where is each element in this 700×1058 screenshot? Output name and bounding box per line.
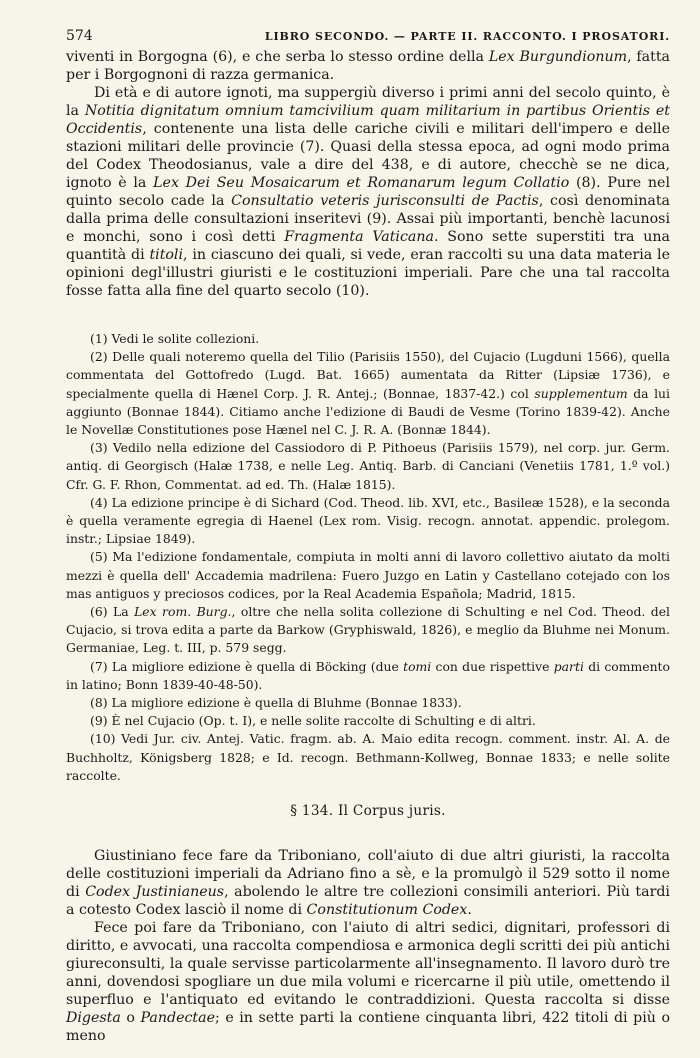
italic-text: parti (553, 658, 584, 674)
text-run: Di età e di autore ignoti, ma suppergiù diverso i primi anni del secolo quinto, è la (66, 85, 670, 119)
text-run: . (467, 902, 472, 919)
section-heading: § 134. Il Corpus juris. (290, 803, 446, 820)
footnote (66, 439, 670, 494)
text-run: , contenente una lista delle cariche civili e militari dell'impero e delle stazioni militari delle provincie (7). Quasi della stessa epoca, ad ogni modo prima del Codex Theodosianus, vale a dire del 438, e di autore, checchè se ne dica, ignoto è la (66, 121, 670, 191)
text-run: di commento in latino; Bonn 1839-40-48-50). (66, 658, 670, 692)
text-run: (3) Vedilo nella edizione del Cassiodoro di P. Pithoeus (Parisiis 1579), nel corp. jur. Germ. antiq. di Georgisch (Halæ 1738, e nelle Leg. Antiq. Barb. di Canciani (Venetiis 1781, 1.º vol.) Cfr. G. F. Rhon, Commentat. ad ed. Th. (Halæ 1815). (66, 440, 670, 492)
italic-text: titoli (149, 247, 184, 263)
paragraph (66, 48, 670, 84)
italic-text: Fragmenta Vaticana (284, 229, 434, 245)
italic-text: supplementum (534, 385, 628, 401)
text-run: o (120, 1010, 141, 1027)
italic-text: Notitia dignitatum omnium tamcivilium quam militarium in partibus Orientis et Occidentis (66, 103, 670, 137)
italic-text: Consultatio veteris jurisconsulti de Pactis (231, 193, 539, 209)
footnote (66, 694, 670, 712)
footnote (66, 603, 670, 658)
text-run: con due rispettive (431, 658, 554, 674)
footnote (66, 548, 670, 603)
text-run: ; e in sette parti la contiene cinquanta libri, 422 titoli di più o meno (66, 1010, 670, 1045)
text-run: (5) Ma l'edizione fondamentale, compiuta in molti anni di lavoro collettivo aiutato da molti mezzi è quella dell' Accademia madrilena: Fuero Juzgo en Latin y Castellano cotejado con los mas antiguos y preciosos codices, por la Real Academia Española; Madrid, 1815. (66, 549, 670, 601)
text-run: Fece poi fare da Triboniano, con l'aiuto di altri sedici, dignitari, professori di diritto, e avvocati, una raccolta compendiosa e armonica degli scritti dei più antichi giureconsulti, la quale servisse particolarmente all'insegnamento. Il lavoro durò tre anni, dovendosi spogliare un due mila volumi e ricercarne il più utile, omettendo il superfluo e l'antiquato ed evitando le contraddizioni. Questa raccolta si disse (66, 920, 670, 1009)
running-header (66, 28, 670, 44)
main-text (66, 48, 670, 300)
text-run: , fatta per i Borgognoni di razza germanica. (66, 49, 670, 83)
text-run: , abolendo le altre tre collezioni consimili anteriori. Più tardi a cotesto Codex lasciò il nome di (66, 884, 670, 919)
italic-text: Codex Justinianeus (85, 884, 225, 901)
footnote (66, 348, 670, 439)
paragraph (66, 919, 670, 1045)
italic-text: Pandectae (140, 1010, 215, 1027)
text-run: (10) Vedi Jur. civ. Antej. Vatic. fragm. ab. A. Maio edita recogn. comment. instr. Al. A. de Buchholtz, Königsberg 1828; e Id. recogn. Bethmann-Kollweg, Bonnae 1833; e nelle solite raccolte. (66, 731, 670, 783)
paragraph (66, 847, 670, 919)
text-run: (4) La edizione principe è di Sichard (Cod. Theod. lib. XVI, etc., Basileæ 1528), e la seconda è quella veramente egregia di Haenel (Lex rom. Visig. recogn. annotat. appendic. prolegom. instr.; Lipsiae 1849). (66, 494, 670, 547)
italic-text: Lex rom. Burg. (134, 604, 232, 620)
text-run: (1) Vedi le solite collezioni. (90, 331, 260, 346)
text-run: (8). Pure nel quinto secolo cade la (66, 175, 670, 209)
text-run: (9) È nel Cujacio (Op. t. I), e nelle solite raccolte di Schulting e di altri. (90, 713, 536, 729)
text-run: Giustiniano fece fare da Triboniano, coll'aiuto di due altri giuristi, la raccolta delle costituzioni imperiali da Adriano fino a sè, e la promulgò il 529 sotto il nome di (66, 848, 670, 901)
text-run: da lui aggiunto (Bonnae 1844). Citiamo anche l'edizione di Baudi de Vesme (Torino 1839-42). Anche le Novellæ Constitutiones pose Hænel nel C. J. R. A. (Bonnæ 1844). (66, 385, 670, 438)
footnote (66, 658, 670, 694)
footnote (66, 730, 670, 785)
footnote (66, 330, 670, 348)
running-title: LIBRO SECONDO. — PARTE II. RACCONTO. I PROSATORI. (264, 30, 670, 43)
text-run: , così denominata dalla prima delle consultazioni inseritevi (9). Assai più importanti, benchè lacunosi e monchi, sono i così detti (66, 193, 670, 245)
italic-text: Lex Dei Seu Mosaicarum et Romanarum legum Collatio (153, 175, 570, 191)
section-text (66, 847, 670, 1045)
footnote (66, 494, 670, 549)
page-number: 574 (66, 28, 93, 44)
text-run: (8) La migliore edizione è quella di Bluhme (Bonnae 1833). (90, 695, 462, 711)
footnotes (66, 330, 670, 785)
italic-text: Digesta (66, 1010, 121, 1027)
text-run: . Sono sette superstiti tra una quantità di (66, 229, 671, 263)
text-run: (7) La migliore edizione è quella di Böcking (due (90, 658, 404, 674)
paragraph (66, 84, 670, 300)
italic-text: Constitutionum Codex (306, 902, 468, 919)
text-run: , in ciascuno dei quali, si vede, eran raccolti su una data materia le opinioni degl'illustri giuristi e le costituzioni imperiali. Pare che una tal raccolta fosse fatta alla fine del quarto secolo (10). (66, 247, 670, 299)
text-run: (2) Delle quali noteremo quella del Tilio (Parisiis 1550), del Cujacio (Lugduni 1566), quella commentata del Gottofredo (Lugd. Bat. 1665) aumentata da Ritter (Lipsiæ 1736), e specialmente quella di Hænel Corp. J. R. Antej.; (Bonnae, 1837-42.) col (66, 349, 670, 401)
text-run: , oltre che nella solita collezione di Schulting e nel Cod. Theod. del Cujacio, si trova edita a parte da Barkow (Gryphiswald, 1826), e meglio da Bluhme nei Monum. Germaniae, Leg. t. III, p. 579 segg. (66, 604, 670, 656)
footnote (66, 712, 670, 730)
text-run: viventi in Borgogna (6), e che serba lo stesso ordine della (66, 49, 489, 65)
text-run: (6) La (90, 604, 135, 620)
italic-text: Lex Burgundionum (488, 49, 628, 65)
italic-text: tomi (403, 658, 432, 674)
